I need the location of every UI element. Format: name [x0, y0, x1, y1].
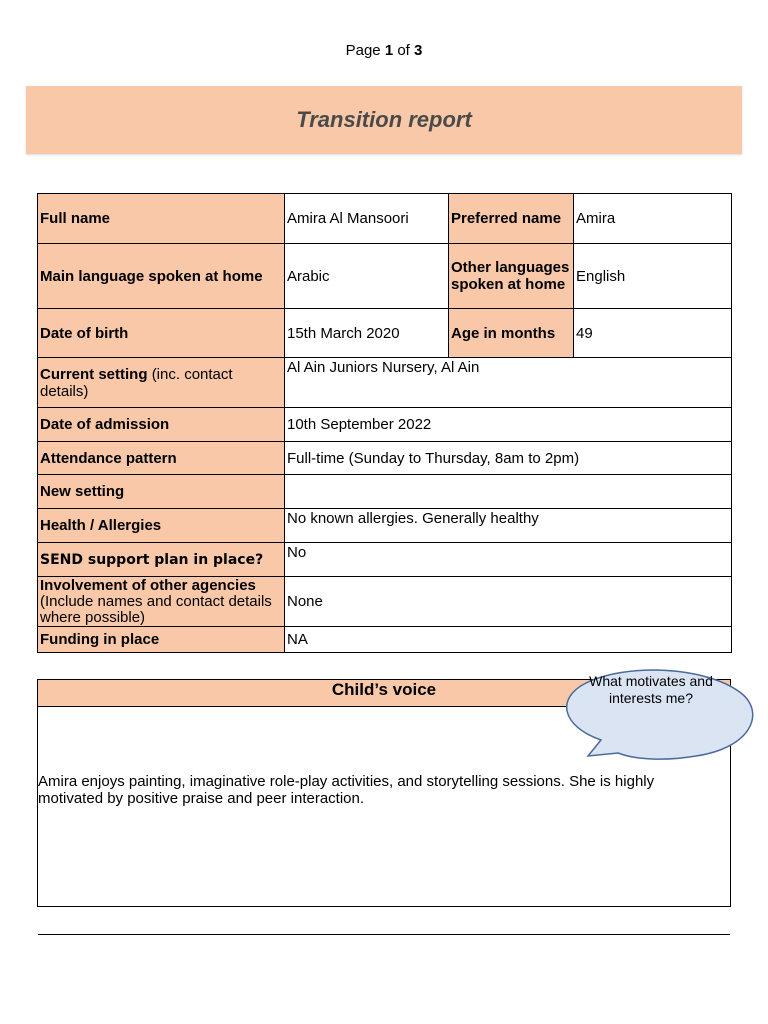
date-of-admission-label: Date of admission	[38, 408, 285, 442]
date-of-birth-value: 15th March 2020	[285, 309, 449, 358]
health-allergies-value: No known allergies. Generally healthy	[285, 509, 732, 543]
date-of-admission-value: 10th September 2022	[285, 408, 732, 442]
full-name-label: Full name	[38, 194, 285, 244]
health-allergies-label: Health / Allergies	[38, 509, 285, 543]
attendance-pattern-label: Attendance pattern	[38, 442, 285, 475]
preferred-name-label: Preferred name	[449, 194, 574, 244]
divider-line	[38, 934, 730, 935]
attendance-pattern-value: Full-time (Sunday to Thursday, 8am to 2pm)	[285, 442, 732, 475]
send-support-label: SEND support plan in place?	[38, 543, 285, 577]
other-agencies-label: Involvement of other agencies (Include names and contact details where possible)	[38, 577, 285, 627]
other-languages-value: English	[574, 244, 732, 309]
current-setting-value: Al Ain Juniors Nursery, Al Ain	[285, 358, 732, 408]
title-banner	[26, 86, 742, 154]
other-languages-label: Other languages spoken at home	[449, 244, 574, 309]
new-setting-value	[285, 475, 732, 509]
funding-label: Funding in place	[38, 627, 285, 653]
page-number: Page 1 of 3	[345, 42, 423, 59]
child-info-table	[37, 193, 732, 653]
funding-value: NA	[285, 627, 732, 653]
preferred-name-value: Amira	[574, 194, 732, 244]
age-in-months-value: 49	[574, 309, 732, 358]
current-setting-label: Current setting (inc. contact details)	[38, 358, 285, 408]
childs-voice-heading: Child’s voice	[38, 680, 730, 707]
send-support-value: No	[285, 543, 732, 577]
speech-bubble-text: What motivates and interests me?	[589, 673, 713, 706]
full-name-value: Amira Al Mansoori	[285, 194, 449, 244]
date-of-birth-label: Date of birth	[38, 309, 285, 358]
age-in-months-label: Age in months	[449, 309, 574, 358]
childs-voice-text: Amira enjoys painting, imaginative role-play activities, and storytelling sessions. She is highly motivated by positive praise and peer interaction.	[38, 773, 655, 807]
other-agencies-value: None	[285, 577, 732, 627]
document-title: Transition report	[296, 107, 472, 132]
main-language-value: Arabic	[285, 244, 449, 309]
main-language-label: Main language spoken at home	[38, 244, 285, 309]
new-setting-label: New setting	[38, 475, 285, 509]
